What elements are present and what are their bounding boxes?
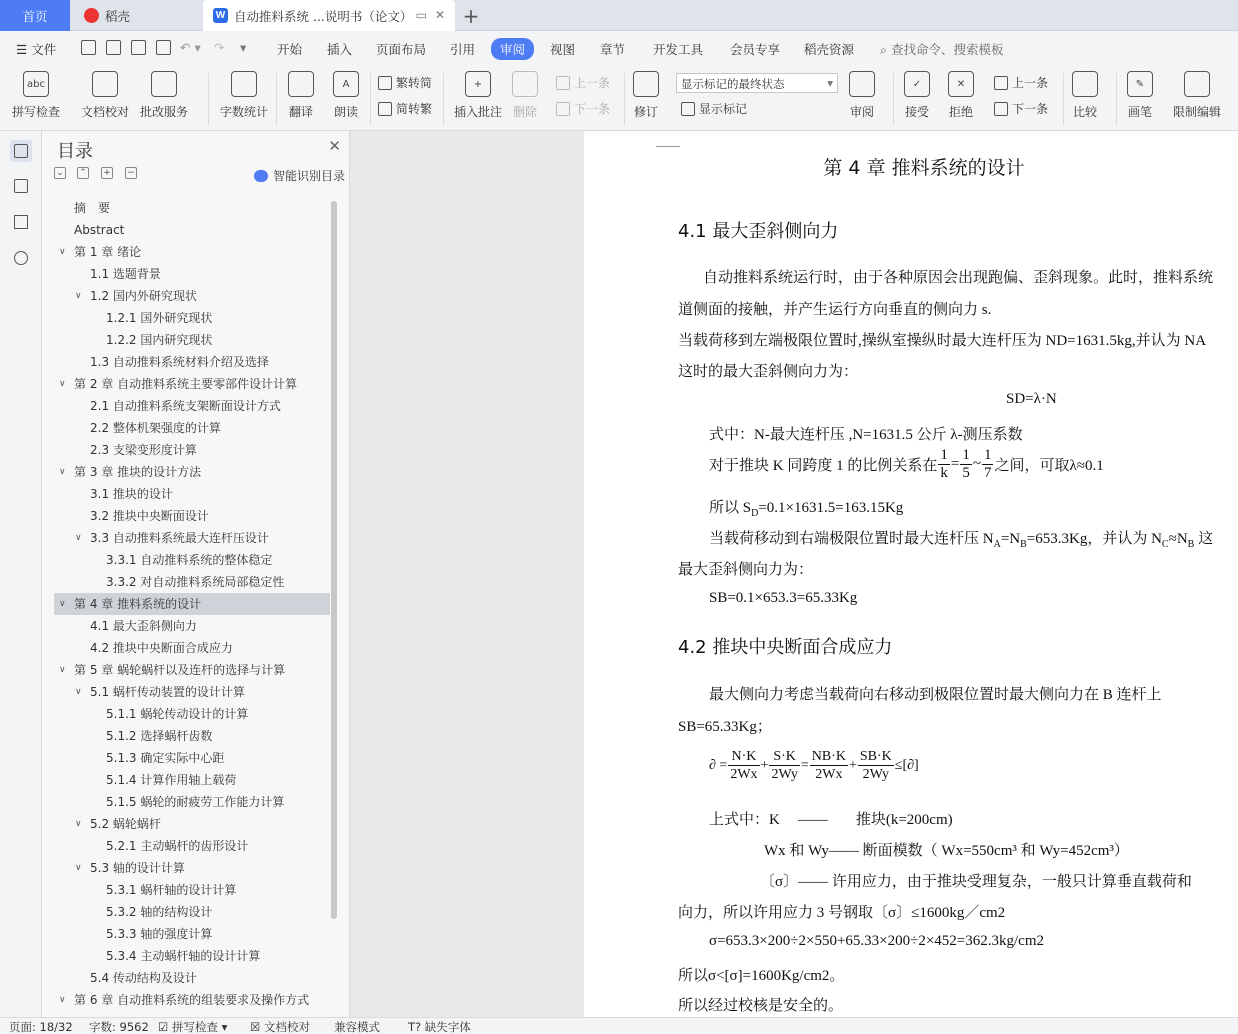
toc-item-label: 5.3.4 主动蜗杆轴的设计计算	[106, 949, 261, 963]
command-search-label: 查找命令、搜索模板	[891, 42, 1004, 57]
status-doccheck-label: 文档校对	[263, 1020, 310, 1034]
toc-item[interactable]	[54, 505, 330, 527]
next-comment-label: 下一条	[574, 102, 611, 116]
subscript: A	[993, 539, 1001, 550]
menu-start[interactable]: 开始	[277, 42, 303, 57]
toc-item[interactable]	[54, 307, 330, 329]
review-pane-icon	[849, 71, 875, 97]
chapter-heading: 第 4 章 推料系统的设计	[823, 157, 1025, 179]
menu-reference[interactable]: 引用	[450, 42, 476, 57]
spellcheck-icon: abc	[23, 71, 49, 97]
toc-title: 目录	[57, 141, 93, 162]
show-markup-icon	[681, 102, 695, 116]
smart-toc-button[interactable]	[254, 167, 345, 184]
word-count-button[interactable]	[220, 71, 268, 120]
divider	[370, 73, 371, 125]
next-comment-button[interactable]	[556, 100, 610, 117]
save-icon[interactable]	[81, 40, 96, 55]
pen-label: 画笔	[1127, 105, 1152, 119]
text: =N	[1000, 531, 1021, 547]
toc-item[interactable]	[54, 637, 330, 659]
toc-item[interactable]	[54, 901, 330, 923]
toc-item[interactable]	[54, 879, 330, 901]
menu-file-label: 文件	[31, 42, 57, 57]
toc-item-label: 5.3.1 蜗杆轴的设计计算	[106, 883, 237, 897]
tab-daoke-label: 稻壳	[105, 8, 131, 24]
paragraph-line: 向力，所以许用应力 3 号钢取〔σ〕≤1600kg／cm2	[678, 905, 1006, 921]
chevron-down-icon[interactable]: ∨	[59, 467, 66, 477]
toc-item[interactable]	[54, 263, 330, 285]
subscript: B	[1187, 539, 1195, 550]
formula-part: ∂ =	[709, 757, 728, 773]
toc-item[interactable]	[54, 373, 330, 395]
toc-item[interactable]	[54, 571, 330, 593]
numerator: N·K	[728, 748, 759, 766]
toc-item[interactable]	[54, 769, 330, 791]
denominator: k	[940, 465, 948, 481]
doc-check-label: 文档校对	[81, 105, 130, 119]
toc-item[interactable]	[54, 923, 330, 945]
print-icon[interactable]	[131, 40, 146, 55]
word-count-icon	[231, 71, 257, 97]
tab-bar	[0, 0, 1238, 31]
menu-insert[interactable]: 插入	[327, 42, 353, 57]
simp-to-trad-button[interactable]	[378, 100, 432, 117]
toc-item-label: 1.2 国内外研究现状	[90, 289, 197, 303]
toc-item-label: 5.1.3 确定实际中心距	[106, 751, 225, 765]
restrict-edit-button[interactable]	[1173, 71, 1221, 120]
doc-check-icon	[92, 71, 118, 97]
accept-icon: ✓	[904, 71, 930, 97]
float-window-icon[interactable]: ▭	[415, 8, 427, 22]
daoke-icon	[84, 8, 99, 23]
denominator: 2Wy	[862, 767, 890, 782]
menu-bar	[0, 31, 1238, 67]
paragraph-line	[709, 808, 953, 829]
chevron-down-icon[interactable]: ∨	[59, 599, 66, 609]
word-count[interactable]: 字数: 9562	[89, 1020, 149, 1034]
paragraph-line: 最大歪斜侧向力为：	[678, 562, 814, 578]
fraction	[769, 748, 799, 783]
paragraph-line: 最大侧向力考虑当载荷向右移动到极限位置时最大侧向力在 B 连杆上	[709, 687, 1162, 703]
chapter-nav-icon[interactable]	[10, 175, 32, 197]
spellcheck-label: 拼写检查	[12, 105, 61, 119]
expand-up-icon[interactable]: ⌃	[77, 167, 89, 179]
doc-check-button[interactable]	[81, 71, 129, 120]
toc-item[interactable]	[54, 461, 330, 483]
toc-item[interactable]	[54, 285, 330, 307]
markup-state-select[interactable]	[676, 73, 838, 93]
track-changes-icon	[633, 71, 659, 97]
numerator: 1	[940, 447, 948, 463]
toc-item-label: 3.3.2 对自动推料系统局部稳定性	[106, 575, 285, 589]
menu-dev-tools[interactable]: 开发工具	[653, 42, 704, 57]
formula-part: ≤[∂]	[894, 757, 919, 773]
toc-panel-icon[interactable]	[10, 140, 32, 162]
paragraph-line: SB=65.33Kg；	[678, 719, 772, 735]
toc-item-label: 3.3 自动推料系统最大连杆压设计	[90, 531, 269, 545]
denominator: 7	[983, 465, 992, 481]
paragraph-line: 式中：N-最大连杆压 ,N=1631.5 公斤 λ-测压系数	[709, 427, 1023, 443]
text: 所以 S	[709, 500, 752, 516]
toc-item[interactable]	[54, 659, 330, 681]
toc-item[interactable]	[54, 835, 330, 857]
search-icon[interactable]	[10, 247, 32, 269]
toc-item-label: 5.2 蜗轮蜗杆	[90, 817, 161, 831]
box-x-icon: ☒	[250, 1020, 261, 1034]
paragraph-line: SB=0.1×653.3=65.33Kg	[709, 590, 858, 606]
prev-comment-button[interactable]	[556, 74, 610, 91]
fraction	[982, 447, 994, 482]
section-heading-4-2: 4.2 推块中央断面合成应力	[678, 637, 893, 658]
review-pane-button[interactable]	[849, 71, 875, 120]
add-heading-icon[interactable]: +	[101, 167, 113, 179]
simp-label: 简转繁	[396, 102, 433, 116]
track-changes-button[interactable]	[633, 71, 659, 120]
toc-item-label: 摘 要	[74, 201, 111, 215]
subscript: C	[1161, 539, 1169, 550]
paragraph-line	[709, 496, 903, 519]
comment-plus-icon: +	[465, 71, 491, 97]
denominator: 2Wx	[815, 767, 843, 782]
menu-layout[interactable]: 页面布局	[376, 42, 427, 57]
next-change-icon	[994, 102, 1008, 116]
accept-label: 接受	[904, 105, 929, 119]
numerator: NB·K	[811, 749, 846, 764]
toc-item[interactable]	[54, 857, 330, 879]
menu-view[interactable]: 视图	[550, 42, 576, 57]
toc-item-label: 5.3.3 轴的强度计算	[106, 927, 213, 941]
tab-daoke[interactable]	[72, 0, 200, 31]
compare-label: 比较	[1072, 105, 1097, 119]
collapse-all-icon[interactable]: ⌄	[54, 167, 66, 179]
ratio-text: 对于推块 K 同跨度 1 的比例关系在	[709, 458, 938, 474]
fraction	[938, 447, 950, 482]
trad-label: 繁转简	[396, 76, 433, 90]
toc-item-label: 1.1 选题背景	[90, 267, 161, 281]
lock-doc-icon	[1184, 71, 1210, 97]
paragraph-line: Wx 和 Wy—— 断面模数（ Wx=550cm³ 和 Wy=452cm³）	[764, 843, 1129, 859]
toc-item-label: 3.1 推块的设计	[90, 487, 173, 501]
nav-icon-strip	[0, 131, 42, 1017]
compat-mode[interactable]: 兼容模式	[334, 1020, 380, 1034]
more-icon[interactable]: ▾	[240, 40, 247, 55]
divider	[208, 73, 209, 125]
toc-item-label: 5.1.2 选择蜗杆齿数	[106, 729, 213, 743]
toc-item-label: 5.1.1 蜗轮传动设计的计算	[106, 707, 249, 721]
read-aloud-button[interactable]	[333, 71, 359, 120]
delete-comment-button[interactable]	[512, 71, 538, 120]
translate-icon	[288, 71, 314, 97]
toc-item[interactable]	[54, 527, 330, 549]
toc-item-label: 3.3.1 自动推料系统的整体稳定	[106, 553, 273, 567]
paragraph-line: σ=653.3×200÷2×550+65.33×200÷2×452=362.3kg/cm2	[709, 933, 1045, 949]
toc-item-label: 1.2.2 国内研究现状	[106, 333, 213, 347]
paragraph-line	[709, 527, 1213, 550]
divider	[1063, 73, 1064, 125]
translate-label: 翻译	[288, 105, 313, 119]
prev-change-icon	[994, 76, 1008, 90]
toc-item-label: 5.3 轴的设计计算	[90, 861, 185, 875]
formula-part: +	[848, 757, 857, 773]
page-indicator[interactable]: 页面: 18/32	[9, 1020, 73, 1034]
prev-comment-label: 上一条	[574, 76, 611, 90]
paragraph-line: 所以σ<[σ]=1600Kg/cm2。	[678, 968, 845, 984]
toc-item-label: 第 5 章 蜗轮蜗杆以及连杆的选择与计算	[74, 663, 286, 677]
toc-item-label: 3.2 推块中央断面设计	[90, 509, 209, 523]
read-aloud-label: 朗读	[333, 105, 358, 119]
font-icon: T?	[408, 1020, 422, 1034]
menu-chapter[interactable]: 章节	[600, 42, 626, 57]
read-aloud-icon: A	[333, 71, 359, 97]
prev-change-label: 上一条	[1012, 76, 1049, 90]
toc-item[interactable]	[54, 967, 330, 989]
spellcheck-button[interactable]	[12, 71, 60, 120]
chevron-down-icon[interactable]: ∨	[75, 863, 82, 873]
tab-home[interactable]	[0, 0, 70, 31]
toc-item[interactable]	[54, 241, 330, 263]
subscript: D	[751, 508, 759, 519]
ratio-text-end: 之间，可取λ≈0.1	[994, 458, 1104, 474]
trad-icon	[378, 76, 392, 90]
paragraph-line: 自动推料系统运行时，由于各种原因会出现跑偏、歪斜现象。此时，推料系统	[703, 270, 1214, 286]
comment-delete-icon	[512, 71, 538, 97]
tilde-sign: ~	[972, 456, 981, 472]
denominator: 5	[962, 465, 970, 481]
accept-button[interactable]	[904, 71, 930, 120]
toc-item-label: 第 4 章 推料系统的设计	[74, 597, 202, 611]
divider	[443, 73, 444, 125]
fraction	[960, 447, 972, 482]
compare-icon	[1072, 71, 1098, 97]
tab-home-label: 首页	[22, 8, 48, 24]
toc-list	[54, 197, 330, 1007]
toc-item-label: 5.3.2 轴的结构设计	[106, 905, 213, 919]
command-search[interactable]	[880, 40, 1004, 58]
formula-part: =	[800, 757, 809, 773]
text: 推块(k=200cm)	[855, 812, 953, 828]
toc-item-label: 5.1.5 蜗轮的耐疲劳工作能力计算	[106, 795, 285, 809]
show-markup-button[interactable]	[681, 100, 747, 117]
compare-button[interactable]	[1072, 71, 1098, 120]
stress-formula	[709, 748, 919, 783]
toc-item[interactable]	[54, 329, 330, 351]
chevron-down-icon[interactable]: ∨	[59, 247, 66, 257]
tab-document[interactable]	[203, 0, 455, 31]
pen-icon: ✎	[1127, 71, 1153, 97]
missing-font-label: 缺失字体	[424, 1020, 471, 1034]
new-tab-button[interactable]: +	[462, 3, 480, 28]
toc-item[interactable]	[54, 703, 330, 725]
simp-icon	[378, 102, 392, 116]
toc-item-label: 4.2 推块中央断面合成应力	[90, 641, 233, 655]
toc-scrollbar[interactable]	[331, 201, 337, 919]
status-bar	[0, 1017, 1238, 1034]
chevron-down-icon[interactable]: ∨	[75, 291, 82, 301]
denominator: 2Wx	[730, 767, 758, 782]
ai-icon	[254, 170, 268, 182]
toc-item[interactable]	[54, 219, 330, 241]
insert-comment-button[interactable]	[454, 71, 502, 120]
toc-item-label: 第 6 章 自动推料系统的组装要求及操作方式	[74, 993, 310, 1007]
reject-icon: ✕	[948, 71, 974, 97]
fraction	[858, 748, 894, 783]
formula-part: +	[760, 757, 769, 773]
toc-item[interactable]	[54, 791, 330, 813]
text: ≈N	[1168, 531, 1188, 547]
fraction	[810, 748, 848, 783]
toc-item-label: 5.1.4 计算作用轴上载荷	[106, 773, 237, 787]
divider	[1116, 73, 1117, 125]
toc-item[interactable]	[54, 813, 330, 835]
next-change-button[interactable]	[994, 100, 1048, 117]
toc-item-label: 5.1 蜗杆传动装置的设计计算	[90, 685, 245, 699]
trad-to-simp-button[interactable]	[378, 74, 432, 91]
redo-icon[interactable]: ↷	[214, 40, 225, 55]
toc-item[interactable]	[54, 351, 330, 373]
prev-comment-icon	[556, 76, 570, 90]
crop-mark	[656, 131, 680, 147]
translate-button[interactable]	[288, 71, 314, 120]
denominator: 2Wy	[771, 767, 798, 782]
reject-label: 拒绝	[948, 105, 973, 119]
writer-icon: W	[213, 8, 228, 23]
smart-toc-label: 智能识别目录	[272, 169, 345, 183]
toc-item[interactable]	[54, 747, 330, 769]
divider	[276, 73, 277, 125]
numerator: 1	[983, 447, 992, 463]
divider	[893, 73, 894, 125]
undo-icon[interactable]: ↶ ▾	[180, 40, 201, 55]
review-pane-label: 审阅	[849, 105, 874, 119]
remove-heading-icon[interactable]: −	[125, 167, 137, 179]
track-changes-label: 修订	[633, 105, 658, 119]
toc-item[interactable]	[54, 483, 330, 505]
text: 上式中：K	[709, 812, 780, 828]
toc-item-label: 第 3 章 推块的设计方法	[74, 465, 202, 479]
delete-comment-label: 删除	[512, 105, 537, 119]
paragraph-line: 道侧面的接触，并产生运行方向垂直的侧向力 s.	[678, 302, 992, 318]
equals-sign: =	[950, 456, 960, 472]
paragraph-line: 〔σ〕—— 许用应力，由于推块受理复杂，一般只计算垂直载荷和	[760, 874, 1192, 890]
toc-item[interactable]	[54, 615, 330, 637]
toc-item-label: 5.2.1 主动蜗杆的齿形设计	[106, 839, 249, 853]
toc-item[interactable]	[54, 989, 330, 1007]
preview-icon[interactable]	[156, 40, 171, 55]
checkbox-icon: ☑	[158, 1020, 169, 1034]
pen-button[interactable]	[1127, 71, 1153, 120]
paragraph-line: 这时的最大歪斜侧向力为：	[678, 364, 859, 380]
numerator: 1	[962, 447, 970, 463]
document-area	[350, 131, 1238, 1017]
toc-item[interactable]	[54, 945, 330, 967]
text: =653.3Kg，并认为 N	[1026, 531, 1162, 547]
toc-item[interactable]	[54, 417, 330, 439]
insert-comment-label: 插入批注	[454, 105, 503, 119]
missing-font[interactable]	[408, 1019, 471, 1034]
chevron-down-icon[interactable]: ∨	[75, 533, 82, 543]
toc-item-label: 5.4 传动结构及设计	[90, 971, 197, 985]
toc-item[interactable]	[54, 197, 330, 219]
restrict-edit-label: 限制编辑	[1173, 105, 1222, 119]
chevron-down-icon[interactable]: ∨	[59, 379, 66, 389]
toc-item-label: 第 1 章 绪论	[74, 245, 142, 259]
ratio-line	[709, 447, 1104, 482]
text: 当载荷移动到右端极限位置时最大连杆压 N	[709, 531, 994, 547]
divider	[624, 73, 625, 125]
word-count-label: 字数统计	[220, 105, 269, 119]
toc-item[interactable]	[54, 549, 330, 571]
text: 这	[1194, 531, 1214, 547]
toc-item[interactable]	[54, 725, 330, 747]
markup-state-value: 显示标记的最终状态	[681, 77, 785, 91]
chevron-down-icon[interactable]: ∨	[75, 687, 82, 697]
subscript: B	[1020, 539, 1027, 550]
toc-item-label: 2.1 自动推料系统支架断面设计方式	[90, 399, 281, 413]
toc-item-label: 4.1 最大歪斜侧向力	[90, 619, 197, 633]
status-spellcheck[interactable]: ☑ 拼写检查 ▾	[158, 1020, 228, 1034]
menu-file[interactable]: ☰ 文件	[16, 42, 57, 57]
prev-change-button[interactable]	[994, 74, 1048, 91]
paragraph-line: 当载荷移到左端极限位置时,操纵室操纵时最大连杆压为 ND=1631.5kg,并认为 NA	[678, 333, 1207, 349]
document-page[interactable]	[584, 131, 1238, 1017]
status-spellcheck-label: 拼写检查	[171, 1020, 218, 1034]
next-comment-icon	[556, 102, 570, 116]
toc-item-label: Abstract	[74, 223, 125, 237]
numerator: S·K	[769, 748, 799, 766]
reject-button[interactable]	[948, 71, 974, 120]
section-heading-4-1: 4.1 最大歪斜侧向力	[678, 221, 839, 242]
annotate-icon	[151, 71, 177, 97]
toc-item[interactable]	[54, 395, 330, 417]
text: ——	[797, 812, 828, 828]
close-icon[interactable]: ✕	[434, 8, 445, 22]
bookmark-icon[interactable]	[10, 211, 32, 233]
toc-panel	[42, 131, 350, 1017]
paragraph-line: 所以经过校核是安全的。	[678, 998, 844, 1014]
close-icon[interactable]: ✕	[328, 137, 341, 155]
toc-item-label: 1.3 自动推料系统材料介绍及选择	[90, 355, 269, 369]
chevron-down-icon[interactable]: ∨	[59, 665, 66, 675]
chevron-down-icon[interactable]: ∨	[59, 995, 66, 1005]
chevron-down-icon[interactable]: ∨	[75, 819, 82, 829]
formula-sd: SD=λ·N	[1006, 391, 1057, 407]
toc-item[interactable]	[54, 593, 330, 615]
toc-item-label: 2.2 整体机架强度的计算	[90, 421, 221, 435]
menu-daoke-resources[interactable]: 稻壳资源	[804, 42, 855, 57]
menu-member[interactable]: 会员专享	[730, 42, 781, 57]
show-markup-label: 显示标记	[699, 102, 748, 116]
fraction	[728, 748, 759, 783]
toc-item-label: 第 2 章 自动推料系统主要零部件设计计算	[74, 377, 298, 391]
toc-item-label: 1.2.1 国外研究现状	[106, 311, 213, 325]
next-change-label: 下一条	[1012, 102, 1049, 116]
annotate-service-button[interactable]	[140, 71, 188, 120]
annotate-label: 批改服务	[140, 105, 189, 119]
toc-item[interactable]	[54, 439, 330, 461]
menu-review[interactable]: 审阅	[491, 38, 534, 60]
text: =0.1×1631.5=163.15Kg	[758, 500, 904, 516]
tab-document-label: 自动推料系统 ...说明书（论文）	[234, 8, 413, 24]
toc-item[interactable]	[54, 681, 330, 703]
numerator: SB·K	[859, 749, 892, 764]
status-doccheck[interactable]	[250, 1019, 310, 1034]
ribbon-toolbar	[0, 67, 1238, 131]
export-icon[interactable]	[106, 40, 121, 55]
search-icon: ⌕	[880, 42, 888, 57]
toc-item-label: 2.3 支梁变形度计算	[90, 443, 197, 457]
